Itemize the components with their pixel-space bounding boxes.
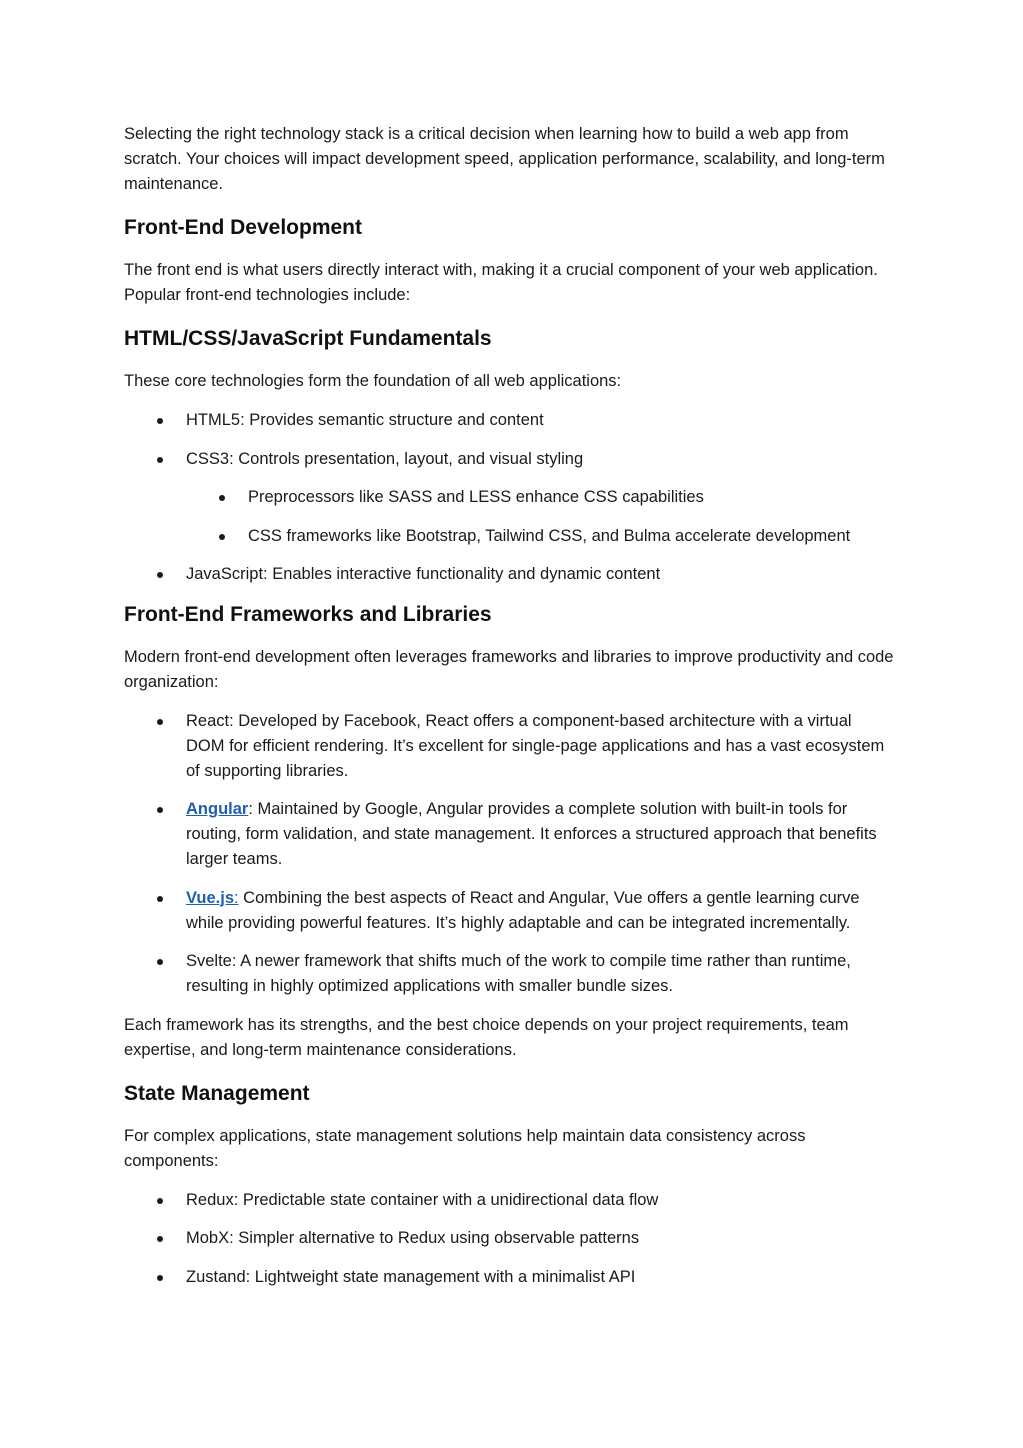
bullet-icon — [157, 959, 163, 965]
front-end-paragraph: The front end is what users directly interact with, making it a crucial component of your web application. Popular front-end technologies include: — [124, 261, 878, 304]
bullet-icon — [157, 1275, 163, 1281]
state-list — [124, 1188, 894, 1290]
bullet-icon — [219, 534, 225, 540]
list-item-text: HTML5: Provides semantic structure and content — [186, 411, 544, 429]
list-item-angular — [124, 797, 894, 872]
frameworks-list — [124, 709, 894, 1000]
angular-link[interactable]: Angular — [186, 800, 249, 818]
state-paragraph: For complex applications, state management solutions help maintain data consistency across components: — [124, 1126, 806, 1170]
heading-fundamentals: HTML/CSS/JavaScript Fundamentals — [124, 327, 492, 350]
list-item-text: React: Developed by Facebook, React offers a component-based architecture with a virtual DOM for efficient rendering. It’s excellent for single-page applications and has a vast ecosystem of supporting libraries. — [186, 711, 885, 780]
bullet-icon — [157, 572, 163, 578]
list-item-react — [124, 709, 894, 784]
list-item-text: MobX: Simpler alternative to Redux using observable patterns — [186, 1229, 640, 1247]
list-item — [124, 1188, 894, 1213]
bullet-icon — [157, 1198, 163, 1204]
vue-link[interactable]: Vue.js — [186, 888, 234, 907]
intro-paragraph: Selecting the right technology stack is a critical decision when learning how to build a web app from scratch. Your choices will impact development speed, application performance, scalability, and long-term maintenance. — [124, 125, 885, 193]
list-item-nested — [124, 524, 894, 549]
fundamentals-paragraph: These core technologies form the foundation of all web applications: — [124, 372, 622, 390]
heading-state-management: State Management — [124, 1081, 310, 1105]
list-item — [124, 1265, 894, 1290]
bullet-icon — [157, 1236, 163, 1242]
list-item-text: Redux: Predictable state container with a unidirectional data flow — [186, 1190, 659, 1209]
frameworks-paragraph: Modern front-end development often leverages frameworks and libraries to improve productivity and code organization: — [124, 647, 894, 691]
bullet-icon — [157, 719, 163, 725]
frameworks-closing-paragraph: Each framework has its strengths, and the best choice depends on your project requirements, team expertise, and long-term maintenance considerations. — [124, 1015, 849, 1059]
list-item-nested — [124, 485, 894, 510]
list-item-svelte — [124, 949, 894, 999]
list-item — [124, 1226, 894, 1251]
bullet-icon — [157, 896, 163, 902]
bullet-icon — [219, 495, 225, 501]
vue-link-colon[interactable]: : — [234, 888, 239, 907]
document-page — [124, 122, 894, 1303]
bullet-icon — [157, 807, 163, 813]
fundamentals-list — [124, 408, 894, 587]
heading-frameworks: Front-End Frameworks and Libraries — [124, 602, 492, 626]
bullet-icon — [157, 418, 163, 424]
list-item-text: JavaScript: Enables interactive functionality and dynamic content — [186, 565, 661, 583]
list-item — [124, 562, 894, 587]
list-item-text: : Maintained by Google, Angular provides a complete solution with built-in tools for routing, form validation, and state management. It enforces a structured approach that benefits larger teams. — [186, 800, 877, 868]
heading-front-end-development: Front-End Development — [124, 216, 363, 239]
list-item-text: Svelte: A newer framework that shifts much of the work to compile time rather than runtime, resulting in highly optimized applications with smaller bundle sizes. — [186, 952, 851, 995]
list-item-text: CSS3: Controls presentation, layout, and visual styling — [186, 449, 584, 468]
list-item-text: Combining the best aspects of React and Angular, Vue offers a gentle learning curve while providing powerful features. It’s highly adaptable and can be integrated incrementally. — [186, 888, 860, 932]
list-item-text: Preprocessors like SASS and LESS enhance CSS capabilities — [248, 488, 704, 506]
bullet-icon — [157, 457, 163, 463]
list-item-text: CSS frameworks like Bootstrap, Tailwind CSS, and Bulma accelerate development — [248, 526, 851, 545]
list-item — [124, 408, 894, 433]
list-item-vue — [124, 886, 894, 936]
list-item — [124, 447, 894, 472]
list-item-text: Zustand: Lightweight state management with a minimalist API — [186, 1267, 636, 1286]
